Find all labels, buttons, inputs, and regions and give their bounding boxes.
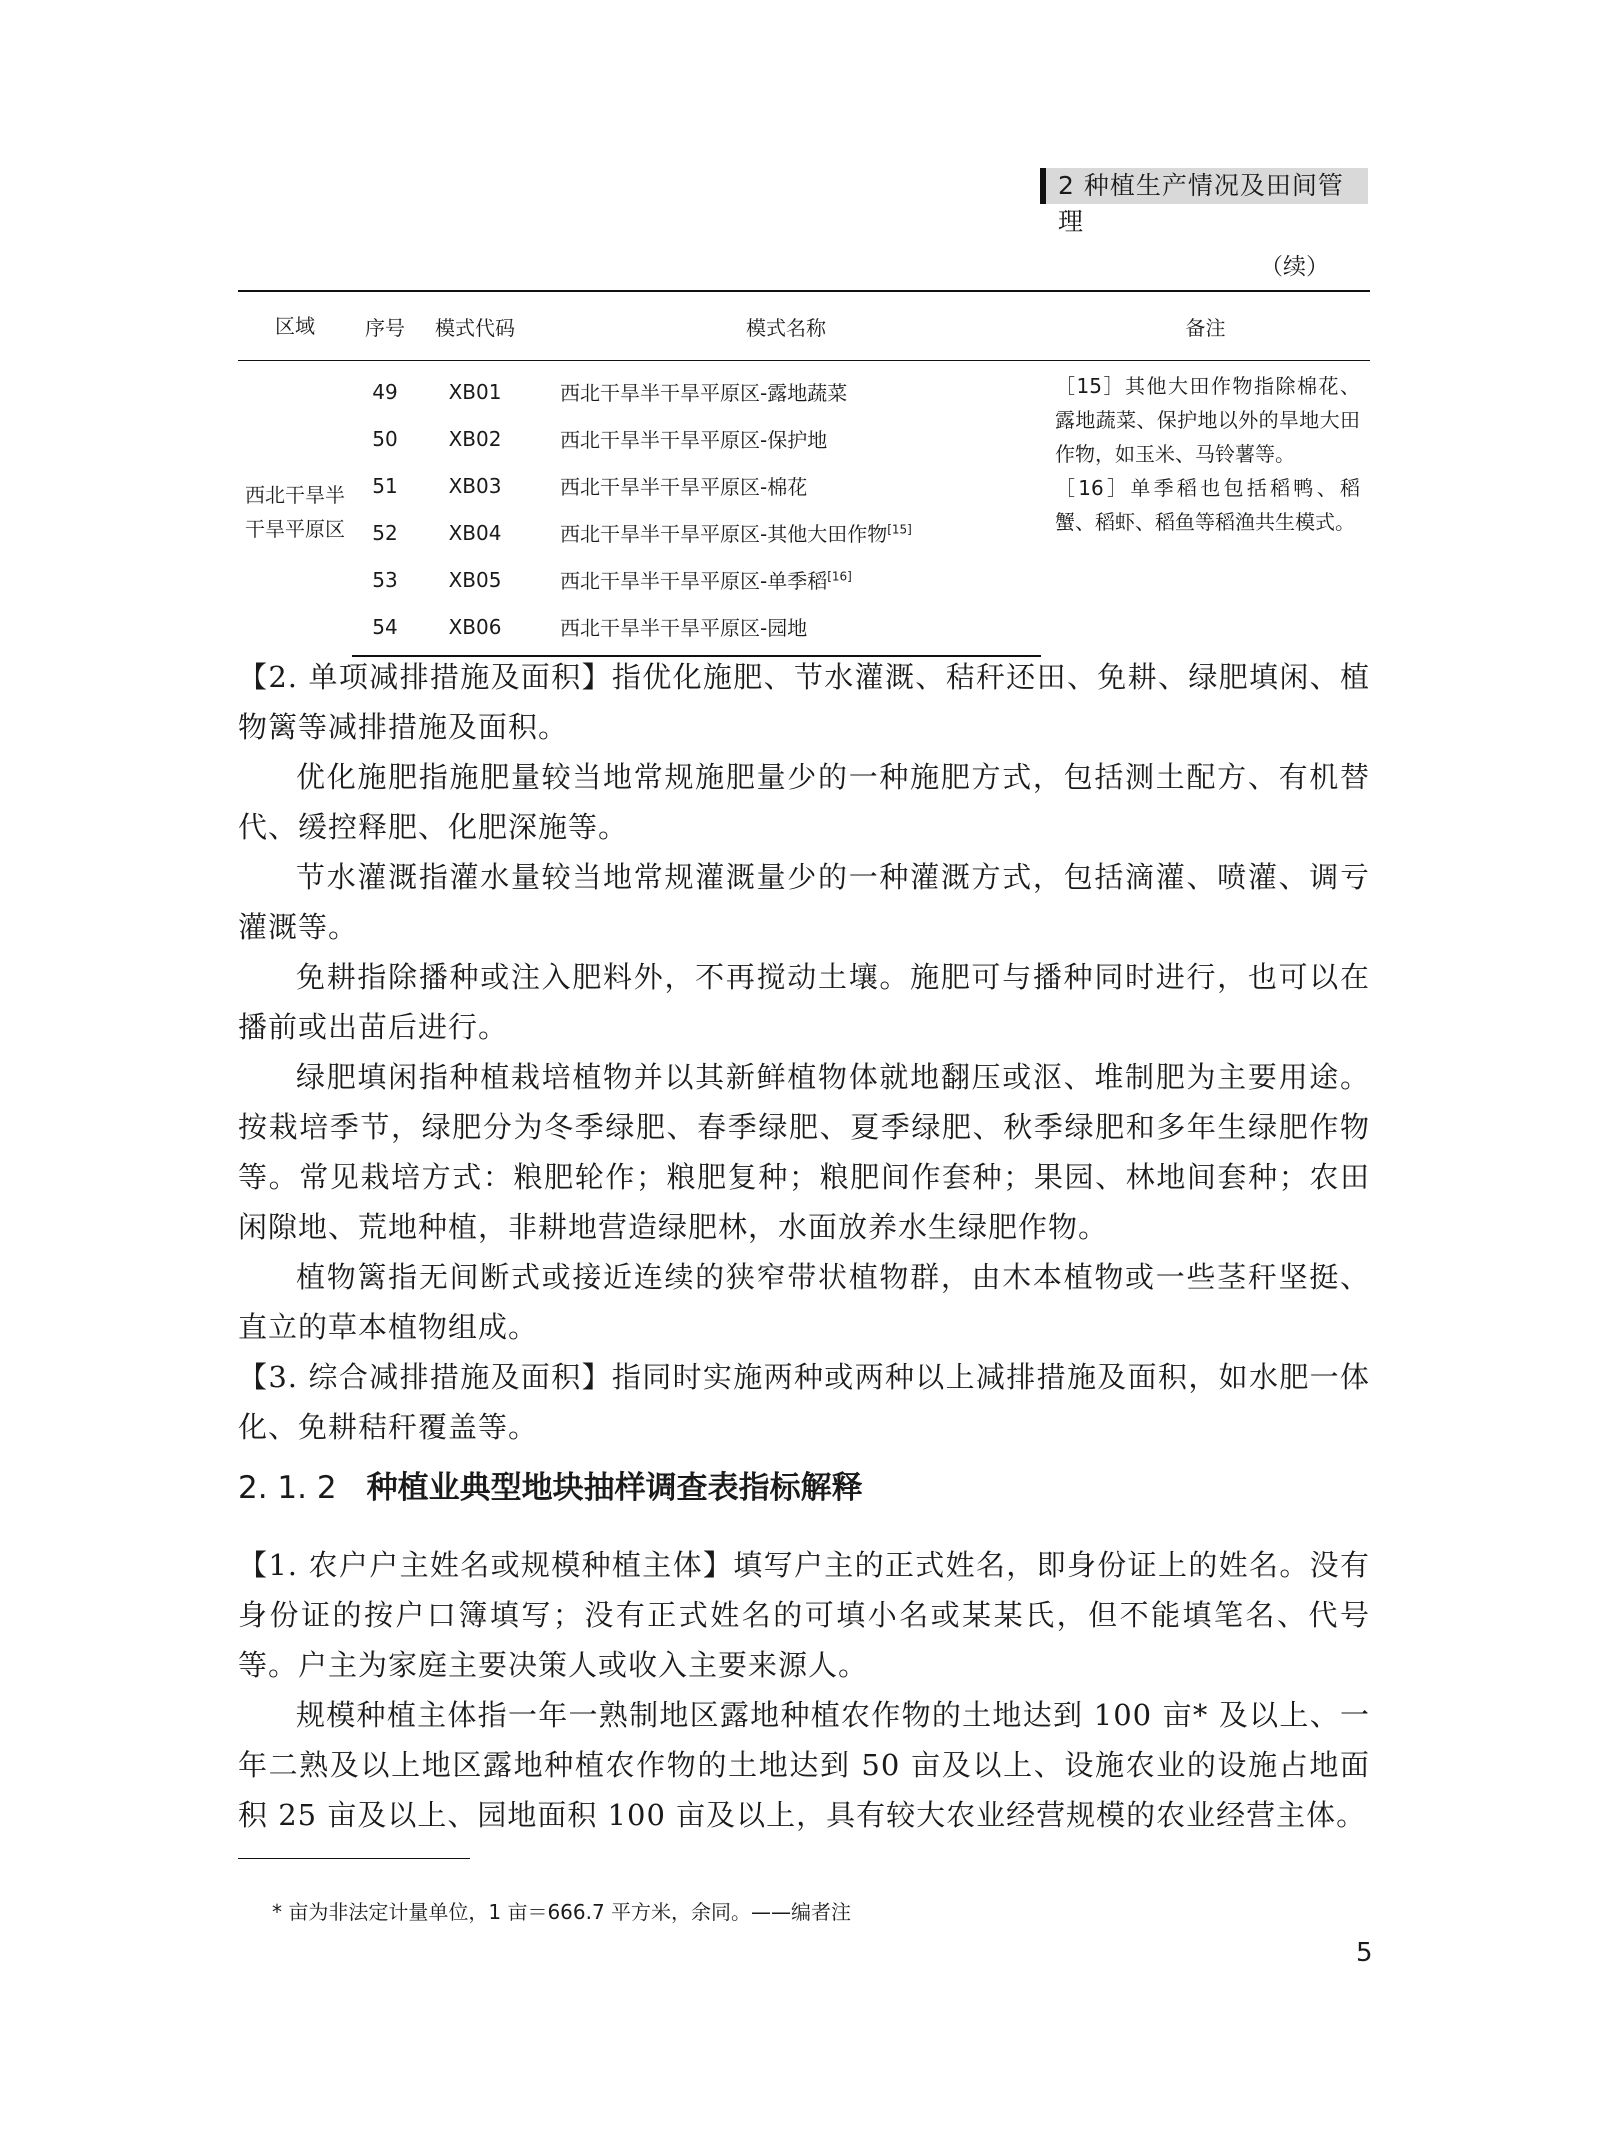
row-no: 52	[372, 520, 398, 545]
note-15: ［15］其他大田作物指除棉花、露地蔬菜、保护地以外的旱地大田作物，如玉米、马铃薯等。	[1055, 374, 1360, 466]
row-code: XB06	[418, 603, 532, 656]
table-header-row	[238, 291, 1370, 361]
paragraph: 【1. 农户户主姓名或规模种植主体】填写户主的正式姓名，即身份证上的姓名。没有身份证的按户口簿填写；没有正式姓名的可填小名或某某氏，但不能填笔名、代号等。户主为家庭主要决策人或收入主要来源人。	[238, 1548, 1370, 1682]
col-code: 模式代码	[418, 291, 532, 361]
row-name: 西北干旱半干旱平原区-其他大田作物[15]	[560, 522, 912, 546]
row-name: 西北干旱半干旱平原区-保护地	[560, 428, 828, 452]
body-section-1	[238, 652, 1370, 1452]
paragraph: 【3. 综合减排措施及面积】指同时实施两种或两种以上减排措施及面积，如水肥一体化、免耕秸秆覆盖等。	[238, 1360, 1370, 1444]
model-table	[238, 290, 1370, 657]
paragraph: 规模种植主体指一年一熟制地区露地种植农作物的土地达到 100 亩* 及以上、一年二熟及以上地区露地种植农作物的土地达到 50 亩及以上、设施农业的设施占地面积 25 亩及以上、园地面积 100 亩及以上，具有较大农业经营规模的农业经营主体。	[238, 1698, 1370, 1832]
col-note: 备注	[1041, 291, 1370, 361]
section-heading	[238, 1462, 863, 1507]
chapter-header: 2 种植生产情况及田间管理	[1040, 168, 1368, 204]
row-no: 50	[372, 426, 398, 451]
row-code: XB03	[448, 473, 502, 498]
col-no: 序号	[352, 291, 418, 361]
footnote-divider	[238, 1858, 470, 1859]
section-title: 种植业典型地块抽样调查表指标解释	[366, 1470, 863, 1506]
row-no: 49	[372, 379, 398, 404]
row-name: 西北干旱半干旱平原区-园地	[532, 603, 1041, 656]
body-section-2	[238, 1540, 1370, 1840]
paragraph: 【2. 单项减排措施及面积】指优化施肥、节水灌溉、秸秆还田、免耕、绿肥填闲、植物篱等减排措施及面积。	[238, 660, 1370, 744]
row-code: XB02	[448, 426, 502, 451]
section-number: 2. 1. 2	[238, 1470, 337, 1506]
row-no: 53	[372, 567, 398, 592]
paragraph: 植物篱指无间断式或接近连续的狭窄带状植物群，由木本植物或一些茎秆坚挺、直立的草本植物组成。	[238, 1260, 1370, 1344]
paragraph: 优化施肥指施肥量较当地常规施肥量少的一种施肥方式，包括测土配方、有机替代、缓控释肥、化肥深施等。	[238, 760, 1370, 844]
row-code: XB04	[448, 520, 502, 545]
row-name: 西北干旱半干旱平原区-棉花	[560, 475, 808, 499]
paragraph: 免耕指除播种或注入肥料外，不再搅动土壤。施肥可与播种同时进行，也可以在播前或出苗后进行。	[238, 960, 1370, 1044]
region-cell: 西北干旱半干旱平原区	[245, 483, 345, 541]
paragraph: 节水灌溉指灌水量较当地常规灌溉量少的一种灌溉方式，包括滴灌、喷灌、调亏灌溉等。	[238, 860, 1370, 944]
paragraph: 绿肥填闲指种植栽培植物并以其新鲜植物体就地翻压或沤、堆制肥为主要用途。按栽培季节，绿肥分为冬季绿肥、春季绿肥、夏季绿肥、秋季绿肥和多年生绿肥作物等。常见栽培方式：粮肥轮作；粮肥复种；粮肥间作套种；果园、林地间套种；农田闲隙地、荒地种植，非耕地营造绿肥林，水面放养水生绿肥作物。	[238, 1060, 1370, 1244]
notes-cell	[1041, 361, 1370, 657]
page-number: 5	[1356, 1938, 1373, 1968]
row-name: 西北干旱半干旱平原区-单季稻[16]	[560, 569, 852, 593]
table-continued-label: （续）	[1260, 254, 1329, 280]
row-no: 51	[372, 473, 398, 498]
row-code: XB01	[448, 379, 502, 404]
note-16: ［16］单季稻也包括稻鸭、稻蟹、稻虾、稻鱼等稻渔共生模式。	[1055, 476, 1360, 534]
footnote: * 亩为非法定计量单位，1 亩＝666.7 平方米，余同。——编者注	[272, 1900, 852, 1924]
table-row	[238, 361, 1370, 416]
col-name: 模式名称	[532, 291, 1041, 361]
row-code: XB05	[448, 567, 502, 592]
row-name: 西北干旱半干旱平原区-露地蔬菜	[560, 381, 848, 405]
col-region: 区域	[238, 291, 352, 361]
row-no: 54	[352, 603, 418, 656]
